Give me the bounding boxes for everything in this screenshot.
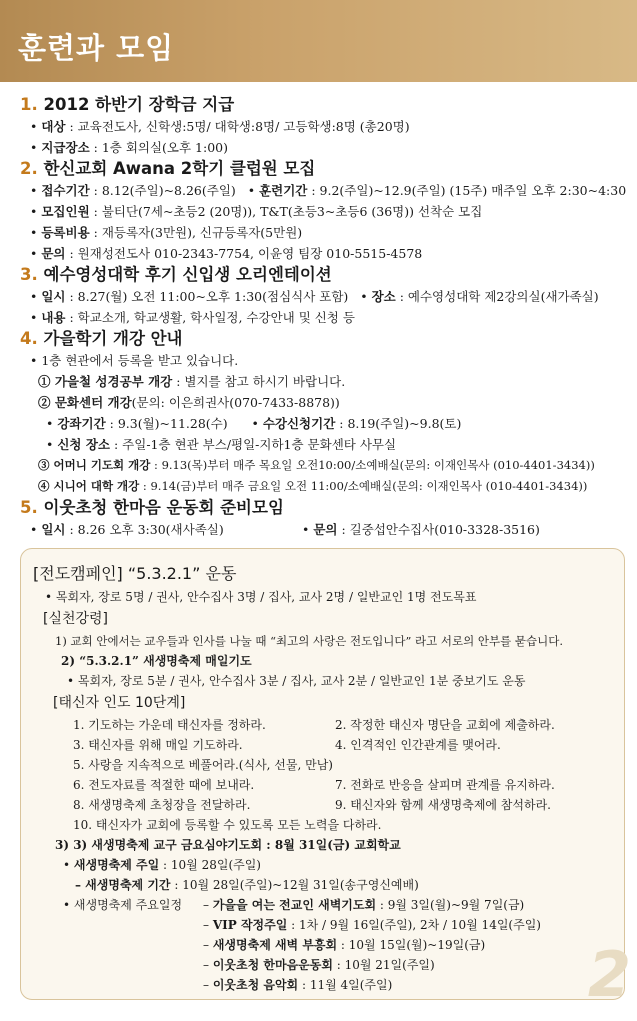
section-sports-day xyxy=(20,497,637,540)
section-awana xyxy=(20,158,637,264)
step-item: 6. 전도자료를 적절한 때에 보내라. xyxy=(73,778,255,792)
section-title: 2. 한신교회 Awana 2학기 클럽원 모집 xyxy=(20,159,316,178)
step-item: 8. 새생명축제 초청장을 전달하라. xyxy=(73,798,251,812)
list-item: • 내용 : 학교소개, 학교생활, 학사일정, 수강안내 및 신청 등 xyxy=(20,307,637,328)
step-item: 4. 인격적인 인간관계를 맺어라. xyxy=(335,738,501,752)
list-item: ④ 시니어 대학 개강 : 9.14(금)부터 매주 금요일 오전 11:00/소예배실(문의: 이재인목사 (010-4401-3434)) xyxy=(38,479,588,493)
list-item: • 1층 현관에서 등록을 받고 있습니다. xyxy=(20,350,637,371)
step-row xyxy=(73,715,618,735)
list-item: – 새생명축제 기간 : 10월 28일(주일)~12월 31일(송구영신예배) xyxy=(75,878,419,892)
campaign-title: [전도캠페인] “5.3.2.1” 운동 xyxy=(33,564,237,583)
section-title: 4. 가을학기 개강 안내 xyxy=(20,329,183,348)
list-item: ② 문화센터 개강(문의: 이은희권사(070-7433-8878)) xyxy=(38,395,340,410)
page-title: 훈련과 모임 xyxy=(18,31,175,65)
step-item: 10. 태신자가 교회에 등록할 수 있도록 모든 노력을 다하라. xyxy=(73,818,382,832)
section-orientation xyxy=(20,264,637,328)
schedule-item: – VIP 작정주일 : 1차 / 9월 16일(주일), 2차 / 10월 14일(주일) xyxy=(203,918,541,932)
list-item: • 지급장소 : 1층 회의실(오후 1:00) xyxy=(20,137,637,158)
list-item: 3) 3) 새생명축제 교구 금요심야기도회 : 8월 31일(금) 교회학교 xyxy=(55,838,401,852)
list-item: • 새생명축제 주일 : 10월 28일(주일) xyxy=(33,855,618,875)
step-item: 9. 태신자와 함께 새생명축제에 참석하라. xyxy=(335,798,551,812)
list-item: ① 가을철 성경공부 개강 : 별지를 참고 하시기 바랍니다. xyxy=(38,374,346,389)
step-item: 7. 전화로 반응을 살피며 관계를 유지하라. xyxy=(335,778,555,792)
list-item: • 목회자, 장로 5분 / 권사, 안수집사 3분 / 집사, 교사 2분 / 일반교인 1분 중보기도 운동 xyxy=(33,671,618,691)
step-item: 3. 태신자를 위해 매일 기도하라. xyxy=(73,738,243,752)
step-item: 5. 사랑을 지속적으로 베풀어라.(식사, 선물, 만남) xyxy=(73,758,333,772)
list-item: • 모집인원 : 불티단(7세~초등2 (20명)), T&T(초등3~초등6 (36명)) 선착순 모집 xyxy=(20,201,637,222)
section-title: 1. 2012 하반기 장학금 지급 xyxy=(20,95,235,114)
page-header xyxy=(0,0,637,82)
schedule-item: – 새생명축제 새벽 부흥회 : 10월 15일(월)~19일(금) xyxy=(203,938,486,952)
page-number: 2 xyxy=(587,938,631,1011)
list-item: ③ 어머니 기도회 개강 : 9.13(목)부터 매주 목요일 오전10:00/소예배실(문의: 이재인목사 (010-4401-3434)) xyxy=(38,458,595,472)
list-item: • 일시 : 8.26 오후 3:30(새사족실)• 문의 : 길중섭안수집사(010-3328-3516) xyxy=(20,519,637,540)
evangelism-campaign-box xyxy=(20,548,625,1000)
announcements xyxy=(0,94,637,540)
list-item: • 문의 : 원재성전도사 010-2343-7754, 이윤영 팀장 010-5515-4578 xyxy=(20,243,637,264)
list-item: • 신청 장소 : 주일-1층 현관 부스/평일-지하1층 문화센타 사무실 xyxy=(20,434,637,455)
schedule-item: – 이웃초청 음악회 : 11월 4일(주일) xyxy=(203,978,393,992)
schedule-item: – 이웃초청 한마음운동회 : 10월 21일(주일) xyxy=(203,958,435,972)
schedule-item: – 가을을 여는 전교인 새벽기도회 : 9월 3일(월)~9월 7일(금) xyxy=(203,898,525,912)
section-title: 5. 이웃초청 한마음 운동회 준비모임 xyxy=(20,498,284,517)
list-item: • 대상 : 교육전도사, 신학생:5명/ 대학생:8명/ 고등학생:8명 (총20명) xyxy=(20,116,637,137)
step-row xyxy=(73,815,618,835)
section-title: 3. 예수영성대학 후기 신입생 오리엔테이션 xyxy=(20,265,332,284)
schedule-label: • 새생명축제 주요일정 xyxy=(63,895,203,915)
schedule-list xyxy=(203,895,541,995)
list-item: • 강좌기간 : 9.3(월)~11.28(수) • 수강신청기간 : 8.19(주일)~9.8(토) xyxy=(20,413,637,434)
section-scholarship xyxy=(20,94,637,158)
list-item: 1) 교회 안에서는 교우들과 인사를 나눌 때 “최고의 사랑은 전도입니다” 라고 서로의 안부를 묻습니다. xyxy=(55,634,563,648)
step-row xyxy=(73,755,618,775)
list-item: • 등록비용 : 재등록자(3만원), 신규등록자(5만원) xyxy=(20,222,637,243)
step-item: 1. 기도하는 가운데 태신자를 정하라. xyxy=(73,718,266,732)
step-row xyxy=(73,775,618,795)
steps-list xyxy=(33,715,618,835)
list-item: 2) “5.3.2.1” 새생명축제 매일기도 xyxy=(61,654,252,668)
subheading: [태신자 인도 10단계] xyxy=(53,695,186,711)
list-item: • 접수기간 : 8.12(주일)~8.26(주일) • 훈련기간 : 9.2(주일)~12.9(주일) (15주) 매주일 오후 2:30~4:30 xyxy=(20,180,637,201)
step-row xyxy=(73,795,618,815)
subheading: [실천강령] xyxy=(43,611,109,627)
step-item: 2. 작정한 태신자 명단을 교회에 제출하라. xyxy=(335,718,555,732)
list-item: • 목회자, 장로 5명 / 권사, 안수집사 3명 / 집사, 교사 2명 / 일반교인 1명 전도목표 xyxy=(33,587,618,607)
schedule xyxy=(33,895,618,995)
step-row xyxy=(73,735,618,755)
section-fall-semester xyxy=(20,328,637,497)
list-item: • 일시 : 8.27(월) 오전 11:00~오후 1:30(점심식사 포함) • 장소 : 예수영성대학 제2강의실(새가족실) xyxy=(20,286,637,307)
